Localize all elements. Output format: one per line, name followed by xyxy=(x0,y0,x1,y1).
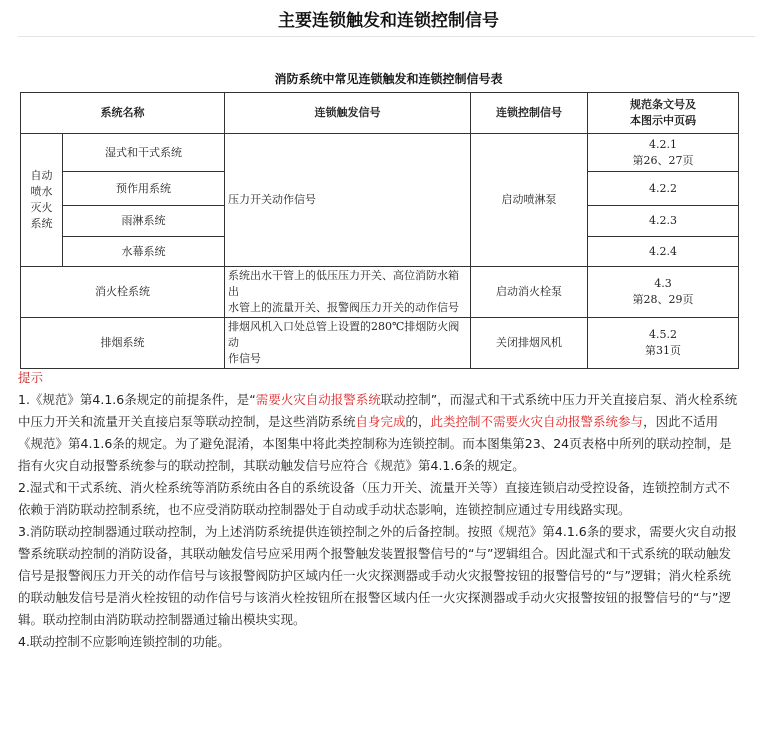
row-ref-drencher: 4.2.4 xyxy=(588,237,739,267)
header-trigger-signal: 连锁触发信号 xyxy=(225,93,471,134)
row-name-smoke: 排烟系统 xyxy=(21,318,225,369)
note-text: ，因此不适用《规范》第4.1.6条的规定。为了避免混淆，本图集中将此类控制称为连锁控制。而本图集第23、24页表格中所列的联动控制，是指有火灾自动报警系统参与的联动控制，其联动触发信号应符合《规范》第4.1.6条的规定。 xyxy=(18,414,732,473)
row-name-hydrant: 消火栓系统 xyxy=(21,267,225,318)
group-label-sprinkler xyxy=(21,134,63,267)
row-name-wet-dry: 湿式和干式系统 xyxy=(63,134,225,172)
table-row xyxy=(21,134,739,172)
page-title: 主要连锁触发和连锁控制信号 xyxy=(278,11,499,31)
row-ref-wet-dry xyxy=(588,134,739,172)
table-caption: 消防系统中常见连锁触发和连锁控制信号表 xyxy=(274,72,503,86)
sprinkler-control-signal: 启动喷淋泵 xyxy=(471,134,588,267)
note-3: 3.消防联动控制器通过联动控制，为上述消防系统提供连锁控制之外的后备控制。按照《规范》第4.1.6条的要求，需要火灾自动报警系统联动控制的消防设备，其联动触发信号应采用两个报警触发装置报警信号的“与”逻辑组合。因此湿式和干式系统的联动触发信号是报警阀压力开关的动作信号与该报警阀防护区域内任一火灾探测器或手动火灾报警按钮的报警信号的“与”逻辑；消火栓系统的联动触发信号是消火栓按钮的动作信号与该消火栓按钮所在报警区域内任一火灾探测器或手动火灾报警按钮的报警信号的“与”逻辑。联动控制由消防联动控制器通过输出模块实现。 xyxy=(18,524,737,627)
trigger-text-line: 排烟风机入口处总管上设置的280℃排烟防火阀动 xyxy=(228,320,460,349)
table-row xyxy=(21,267,739,318)
row-ref-smoke xyxy=(588,318,739,369)
row-trigger-hydrant xyxy=(225,267,471,318)
note-text: 联动控制”，而湿式和干式系统中压力开关直接启泵、消火栓系统中压力开关和流量开关直接启泵等联动控制，是这些消防系统 xyxy=(18,392,738,429)
group-label-line: 喷水 xyxy=(30,185,53,198)
note-4: 4.联动控制不应影响连锁控制的功能。 xyxy=(18,634,230,649)
title-divider xyxy=(18,36,755,37)
group-label-line: 灭火 xyxy=(30,201,53,214)
ref-clause: 4.3 xyxy=(654,277,672,290)
sprinkler-trigger-signal: 压力开关动作信号 xyxy=(225,134,471,267)
row-ref-hydrant xyxy=(588,267,739,318)
notes-section xyxy=(18,367,740,653)
row-control-smoke: 关闭排烟风机 xyxy=(471,318,588,369)
signal-table xyxy=(20,92,739,369)
row-ref-preaction: 4.2.2 xyxy=(588,172,739,206)
ref-page: 第28、29页 xyxy=(632,293,694,306)
note-highlight: 自身完成 xyxy=(355,414,406,429)
row-trigger-smoke xyxy=(225,318,471,369)
note-2: 2.湿式和干式系统、消火栓系统等消防系统由各自的系统设备（压力开关、流量开关等）直接连锁启动受控设备，连锁控制方式不依赖于消防联动控制系统，也不应受消防联动控制器处于自动或手动状态影响，连锁控制应通过专用线路实现。 xyxy=(18,480,730,517)
row-ref-deluge: 4.2.3 xyxy=(588,206,739,237)
trigger-text-line: 水管上的流量开关、报警阀压力开关的动作信号 xyxy=(228,301,459,314)
header-reference-line1: 规范条文号及 xyxy=(630,98,696,111)
table-row xyxy=(21,318,739,369)
row-control-hydrant: 启动消火栓泵 xyxy=(471,267,588,318)
row-name-drencher: 水幕系统 xyxy=(63,237,225,267)
table-header-row xyxy=(21,93,739,134)
hint-heading: 提示 xyxy=(18,370,44,385)
group-label-line: 自动 xyxy=(30,169,53,182)
header-control-signal: 连锁控制信号 xyxy=(471,93,588,134)
header-reference xyxy=(588,93,739,134)
note-text: 的， xyxy=(405,414,431,429)
ref-clause: 4.2.1 xyxy=(649,137,677,151)
ref-page: 第26、27页 xyxy=(632,153,694,167)
ref-clause: 4.5.2 xyxy=(649,328,677,341)
group-label-line: 系统 xyxy=(30,217,53,230)
note-text: 1.《规范》第4.1.6条规定的前提条件，是“ xyxy=(18,392,256,407)
note-highlight: 此类控制不需要火灾自动报警系统参与 xyxy=(430,414,644,429)
note-1 xyxy=(18,389,740,477)
trigger-text-line: 系统出水干管上的低压压力开关、高位消防水箱出 xyxy=(228,269,459,298)
note-highlight: 需要火灾自动报警系统 xyxy=(255,392,381,407)
header-reference-line2: 本图示中页码 xyxy=(630,114,696,127)
header-system-name: 系统名称 xyxy=(21,93,225,134)
ref-page: 第31页 xyxy=(645,344,681,357)
row-name-deluge: 雨淋系统 xyxy=(63,206,225,237)
row-name-preaction: 预作用系统 xyxy=(63,172,225,206)
trigger-text-line: 作信号 xyxy=(228,352,261,365)
